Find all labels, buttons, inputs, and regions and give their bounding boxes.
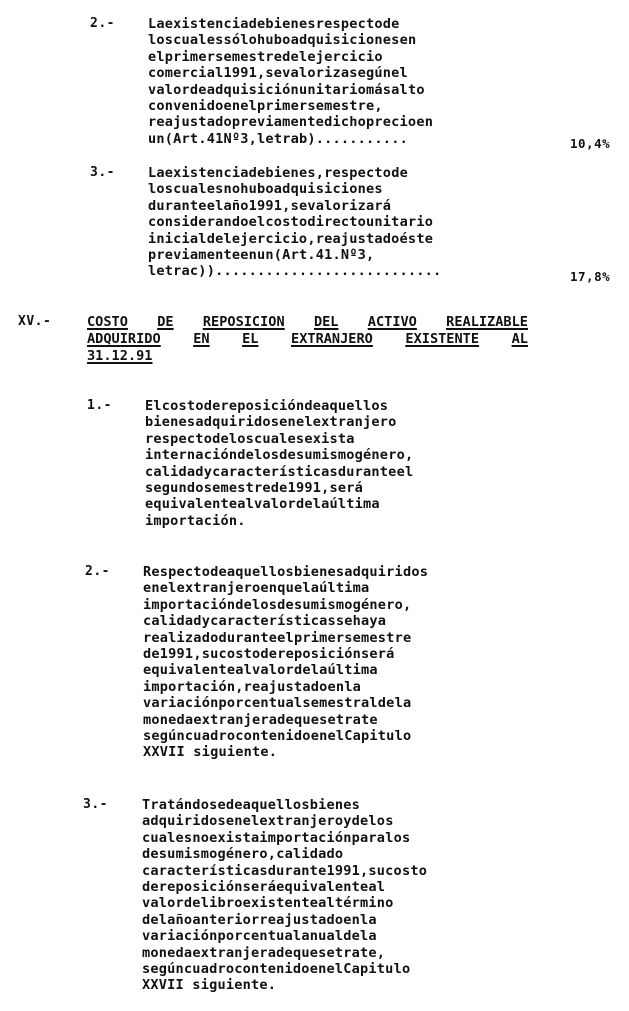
percentage-value: 17,8% [570,269,611,284]
item-top-3-line: inicialdelejercicio,reajustadoéste [148,230,434,247]
item-bottom-3-line: cualesnoexistaimportaciónparalos [142,829,411,846]
section-title-line: 31.12.91 [87,348,153,364]
item-bottom-1-line: Elcostodereposicióndeaquellos [145,398,389,414]
item-top-2-line: valordeadquisiciónunitariomásalto [148,81,425,98]
item-bottom-2-line: importación,reajustadoenla [143,678,362,695]
item-bottom-3-line: delañoanteriorreajustadoenla [142,911,377,928]
item-bottom-2-line: equivalentealvalordelaúltima [143,662,378,679]
item-top-3-line: considerandoelcostodirectounitario [148,214,434,231]
item-bottom-3-line: XXVII siguiente. [142,977,277,994]
item-bottom-2-line: variaciónporcentualsemestraldela [143,695,412,712]
section-title [87,314,528,365]
section-title-line: ADQUIRIDO EN EL EXTRANJERO EXISTENTE AL [87,331,528,347]
item-bottom-2-line: importacióndelosdesumismogénero, [143,596,412,613]
item-top-2-line: un(Art.41Nº3,letrab)........... [148,130,408,147]
item-top-2-line: elprimersemestredelejercicio [148,48,383,65]
item-bottom-2-line: Respectodeaquellosbienesadquiridos [143,564,429,580]
item-bottom-1-line: bienesadquiridosenelextranjero [145,414,397,431]
item-bottom-2-line: enelextranjeroenquelaúltima [143,580,370,597]
item-bottom-1-line: respectodeloscualesexista [145,430,355,447]
item-bottom-1-line: segundosemestrede1991,será [145,480,364,497]
percentage-value: 10,4% [570,136,611,151]
item-bottom-1-number: 1.- [87,398,112,413]
item-bottom-3-line: desumismogénero,calidado [142,846,344,863]
item-bottom-3-line: adquiridosenelextranjeroydelos [142,813,394,830]
item-bottom-1-paragraph [145,398,528,529]
item-bottom-3-line: valordelibroexistentealtérmino [142,895,394,912]
item-top-3-line: Laexistenciadebienes,respectode [148,165,408,181]
section-number: XV.- [18,314,52,329]
item-bottom-2-number: 2.- [85,564,110,579]
item-bottom-2-line: realizadoduranteelprimersemestre [143,629,412,646]
item-bottom-2-line: segúncuadrocontenidoenelCapitulo [143,728,412,745]
item-top-2-line: convenidoenelprimersemestre, [148,98,383,115]
item-bottom-1-line: importación. [145,512,246,529]
item-top-2-number: 2.- [90,16,115,31]
item-top-2-paragraph [148,16,529,147]
item-top-3-paragraph [148,165,529,280]
item-bottom-3-line: variaciónporcentualanualdela [142,928,377,945]
item-bottom-3-line: Tratándosedeaquellosbienes [142,797,361,813]
item-bottom-1-line: equivalentealvalordelaúltima [145,496,380,513]
item-bottom-1-line: calidadycaracterísticasduranteel [145,463,414,480]
item-top-2-line: comercial1991,sevalorizasegúnel [148,65,408,82]
item-bottom-3-line: dereposiciónseráequivalenteal [142,879,386,896]
item-bottom-3-line: característicasdurante1991,sucosto [142,862,428,879]
section-title-line: COSTO DE REPOSICION DEL ACTIVO REALIZABLE [87,314,528,330]
item-bottom-2-line: XXVII siguiente. [143,744,278,761]
item-top-3-line: duranteelaño1991,sevalorizará [148,197,392,214]
item-bottom-2-paragraph [143,564,526,761]
item-top-3-line: letrac))........................... [148,263,442,280]
item-bottom-3-number: 3.- [83,797,108,812]
item-top-2-line: loscualessólohuboadquisicionesen [148,32,417,49]
item-bottom-3-line: segúncuadrocontenidoenelCapitulo [142,961,411,978]
item-bottom-2-line: de1991,sucostodereposiciónserá [143,646,395,663]
item-top-3-line: loscualesnohuboadquisiciones [148,181,383,198]
item-top-2-line: Laexistenciadebienesrespectode [148,16,400,32]
item-bottom-2-line: calidadycaracterísticassehaya [143,613,387,630]
item-bottom-3-line: monedaextranjeradequesetrate, [142,944,386,961]
item-top-2-line: reajustadopreviamentedichoprecioen [148,114,434,131]
item-top-3-line: previamenteenun(Art.41.Nº3, [148,247,375,264]
item-bottom-1-line: internacióndelosdesumismogénero, [145,447,414,464]
item-bottom-3-paragraph [142,797,523,994]
item-top-3-number: 3.- [90,165,115,180]
item-bottom-2-line: monedaextranjeradequesetrate [143,711,378,728]
